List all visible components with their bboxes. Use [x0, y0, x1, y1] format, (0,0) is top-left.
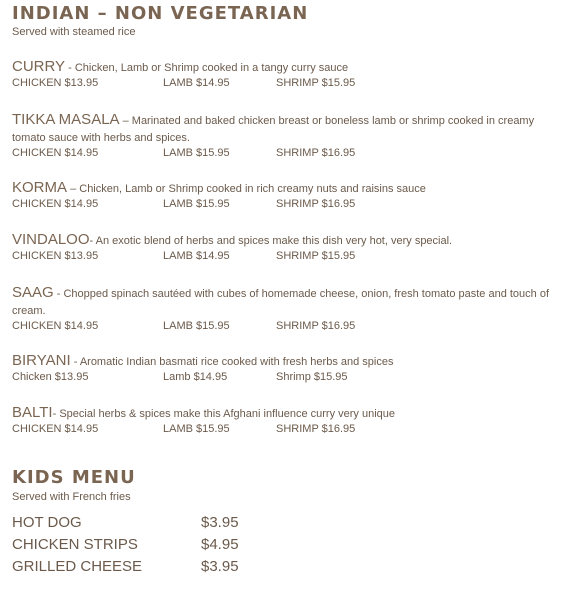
dish-name: VINDALOO [12, 231, 90, 248]
dish-description: Marinated and baked chicken breast or boneless lamb or shrimp cooked in creamy tomato sauce with herbs and spices. [12, 115, 535, 144]
dish-description-line [12, 58, 570, 77]
kids-section-title: KIDS MENU [12, 467, 136, 488]
dish-description: An exotic blend of herbs and spices make this dish very hot, very special. [95, 235, 453, 247]
kids-item-price: $3.95 [201, 514, 239, 531]
price-lamb: LAMB $15.95 [163, 147, 230, 159]
dish-separator: - [53, 288, 64, 300]
indian-section-subtitle: Served with steamed rice [12, 26, 136, 38]
price-chicken: CHICKEN $14.95 [12, 320, 99, 332]
price-chicken: CHICKEN $13.95 [12, 77, 99, 89]
kids-item-name: HOT DOG [12, 514, 82, 531]
price-shrimp: SHRIMP $16.95 [276, 198, 356, 210]
price-lamb: Lamb $14.95 [163, 371, 228, 383]
price-shrimp: SHRIMP $16.95 [276, 320, 356, 332]
dish-prices [12, 250, 570, 265]
dish-name: CURRY [12, 58, 66, 75]
dish-biryani [12, 352, 570, 386]
kids-item-price: $4.95 [201, 536, 239, 553]
price-shrimp: SHRIMP $15.95 [276, 77, 356, 89]
dish-prices [12, 198, 570, 213]
dish-separator: - [52, 408, 60, 420]
dish-korma [12, 179, 570, 213]
dish-prices [12, 371, 570, 386]
dish-separator: – [119, 115, 132, 127]
kids-item-grilled-cheese [12, 558, 312, 580]
dish-description: Chicken, Lamb or Shrimp cooked in rich creamy nuts and raisins sauce [79, 183, 426, 195]
price-lamb: LAMB $15.95 [163, 320, 230, 332]
dish-balti [12, 404, 570, 438]
dish-prices [12, 77, 570, 92]
dish-description-line [12, 231, 570, 250]
dish-name: KORMA [12, 179, 68, 196]
dish-name: BIRYANI [12, 352, 71, 369]
dish-prices [12, 423, 570, 438]
dish-description-line [12, 352, 570, 371]
price-chicken: CHICKEN $14.95 [12, 198, 99, 210]
price-shrimp: SHRIMP $16.95 [276, 147, 356, 159]
price-lamb: LAMB $15.95 [163, 423, 230, 435]
dish-description: Aromatic Indian basmati rice cooked with fresh herbs and spices [79, 356, 394, 368]
dish-separator: - [89, 235, 96, 247]
dish-tikka-masala [12, 111, 570, 162]
price-shrimp: SHRIMP $15.95 [276, 250, 356, 262]
dish-description-line [12, 111, 570, 147]
dish-description-line [12, 284, 570, 320]
price-lamb: LAMB $15.95 [163, 198, 230, 210]
indian-section-title: INDIAN – NON VEGETARIAN [12, 3, 309, 24]
kids-item-name: GRILLED CHEESE [12, 558, 143, 575]
dish-description: Special herbs & spices make this Afghani influence curry very unique [59, 408, 395, 420]
kids-item-name: CHICKEN STRIPS [12, 536, 138, 553]
dish-prices [12, 320, 570, 335]
dish-description: Chicken, Lamb or Shrimp cooked in a tangy curry sauce [74, 62, 349, 74]
dish-description: Chopped spinach sautéed with cubes of homemade cheese, onion, fresh tomato paste and touch of cream. [12, 288, 550, 317]
dish-name: TIKKA MASALA [12, 111, 120, 128]
price-lamb: LAMB $14.95 [163, 250, 230, 262]
dish-separator: - [65, 62, 75, 74]
dish-separator: – [67, 183, 80, 195]
dish-description-line [12, 179, 570, 198]
dish-name: SAAG [12, 284, 54, 301]
kids-item-chicken-strips [12, 536, 312, 558]
price-chicken: CHICKEN $14.95 [12, 423, 99, 435]
price-lamb: LAMB $14.95 [163, 77, 230, 89]
dish-description-line [12, 404, 570, 423]
price-chicken: CHICKEN $14.95 [12, 147, 99, 159]
price-chicken: CHICKEN $13.95 [12, 250, 99, 262]
kids-item-price: $3.95 [201, 558, 239, 575]
price-chicken: Chicken $13.95 [12, 371, 89, 383]
dish-curry [12, 58, 570, 92]
kids-item-hot-dog [12, 514, 312, 536]
dish-prices [12, 147, 570, 162]
price-shrimp: SHRIMP $16.95 [276, 423, 356, 435]
dish-vindaloo [12, 231, 570, 265]
dish-name: BALTI [12, 404, 53, 421]
kids-section-subtitle: Served with French fries [12, 491, 131, 503]
dish-separator: - [70, 356, 80, 368]
dish-saag [12, 284, 570, 335]
price-shrimp: Shrimp $15.95 [276, 371, 348, 383]
